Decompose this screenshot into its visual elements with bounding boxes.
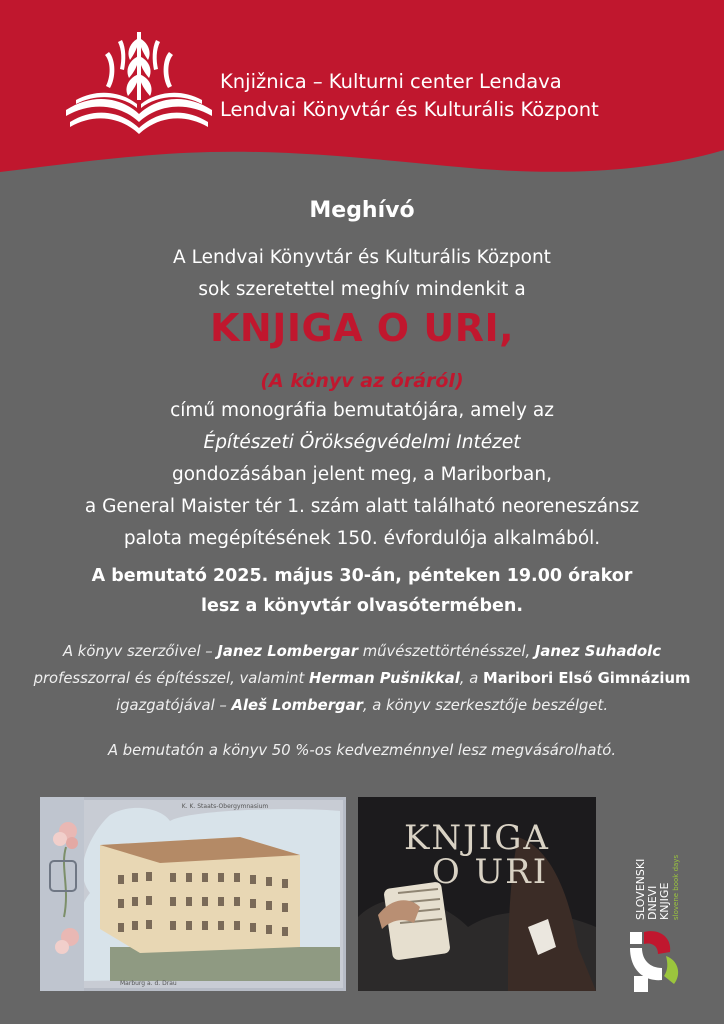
book-days-symbol-icon <box>630 931 678 992</box>
description-line-3: gondozásában jelent meg, a Mariborban, <box>172 464 552 485</box>
description-line-1: című monográfia bemutatójára, amely az <box>170 400 554 421</box>
authors-line-1: A könyv szerzőivel – Janez Lombergar művészettörténésszel, Janez Suhadolc <box>62 643 662 660</box>
sdk-line-3: KNJIGE <box>658 882 671 920</box>
postcard-caption: K. K. Staats-Obergymnasium <box>181 803 269 810</box>
sdk-line-1: SLOVENSKI <box>634 858 647 920</box>
invitation-title: Meghívó <box>309 198 415 223</box>
postcard-place: Marburg a. d. Drau <box>120 980 177 987</box>
book-cover-image <box>358 797 596 991</box>
org-name-hungarian: Lendvai Könyvtár és Kulturális Központ <box>220 98 599 121</box>
sdk-line-2: DNEVI <box>646 885 659 920</box>
header-banner <box>0 0 724 175</box>
school-name: Maribori Első Gimnázium <box>482 670 691 687</box>
author-name: Janez Lombergar <box>217 643 359 660</box>
intro-line-2: sok szeretettel meghív mindenkit a <box>198 279 526 300</box>
cover-title-line-2: O URI <box>431 852 549 892</box>
library-book-wheat-logo <box>64 30 214 136</box>
postcard-image <box>40 797 346 991</box>
description-line-4: a General Maister tér 1. szám alatt található neoreneszánsz <box>84 496 640 517</box>
event-place-line: lesz a könyvtár olvasótermében. <box>201 596 523 616</box>
editor-name: Aleš Lombergar <box>231 697 363 714</box>
description-line-2: Építészeti Örökségvédelmi Intézet <box>203 432 521 453</box>
description-line-5: palota megépítésének 150. évfordulója alkalmából. <box>123 528 601 549</box>
author-name: Herman Pušnikkal <box>308 670 460 687</box>
discount-note: A bemutatón a könyv 50 %-os kedvezménnyel lesz megvásárolható. <box>107 742 617 759</box>
intro-line-1: A Lendvai Könyvtár és Kulturális Központ <box>173 247 551 268</box>
book-subtitle: (A könyv az óráról) <box>260 370 464 392</box>
authors-line-3: igazgatójával – Aleš Lombergar, a könyv szerkesztője beszélget. <box>115 697 609 714</box>
sdk-line-4: slovene book days <box>672 854 680 920</box>
cover-title-line-1: KNJIGA <box>404 818 550 858</box>
org-name-slovene: Knjižnica – Kulturni center Lendava <box>220 70 562 93</box>
authors-line-2: professzorral és építésszel, valamint Herman Pušnikkal, a Maribori Első Gimnázium <box>33 670 691 687</box>
author-name: Janez Suhadolc <box>534 643 662 660</box>
event-date-line: A bemutató 2025. május 30-án, pénteken 19.00 órakor <box>91 566 633 586</box>
book-title: KNJIGA O URI, <box>209 306 515 350</box>
slovene-book-days-logo <box>620 828 690 998</box>
